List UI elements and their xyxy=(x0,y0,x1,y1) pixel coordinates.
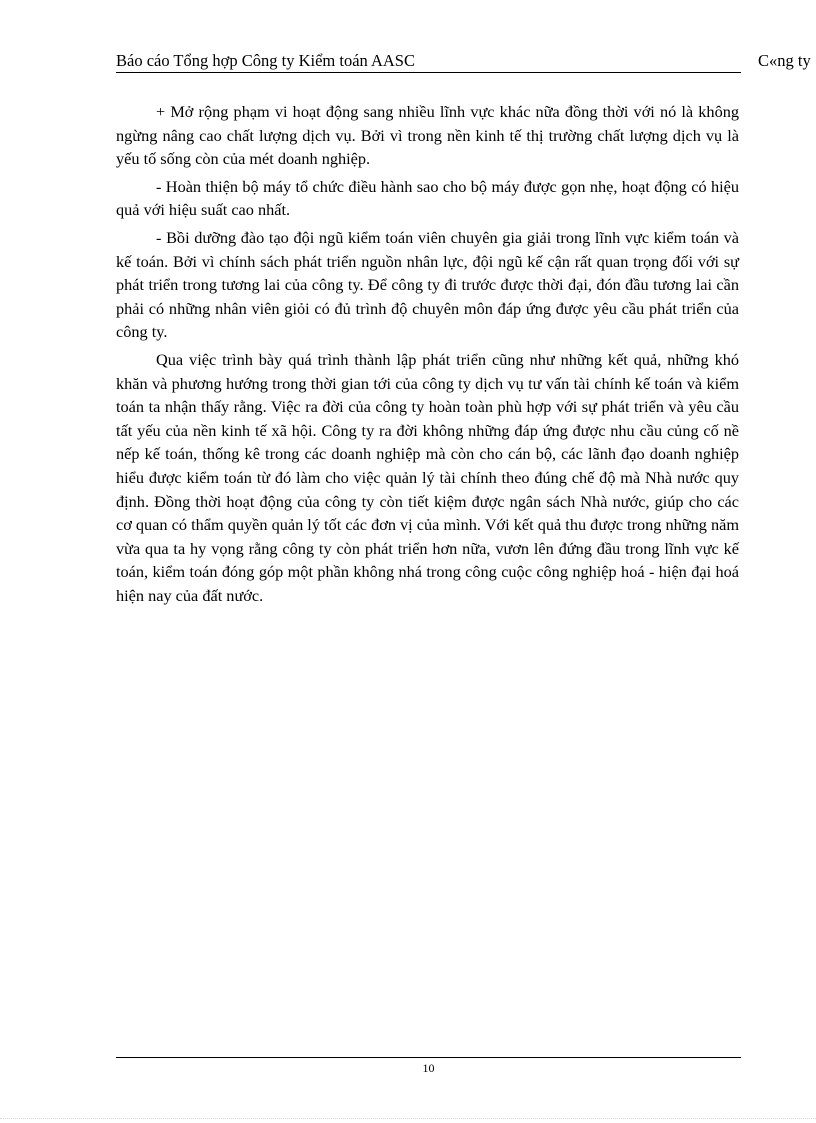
page-header xyxy=(116,50,816,72)
header-report-title: Báo cáo Tổng hợp Công ty Kiểm toán AASC xyxy=(116,51,415,70)
document-body xyxy=(116,100,739,611)
page-number: 10 xyxy=(422,1061,435,1075)
paragraph-expand-scope: + Mở rộng phạm vi hoạt động sang nhiều lĩnh vực khác nữa đồng thời với nó là không ngừng nâng cao chất lượng dịch vụ. Bởi vì trong nền kinh tế thị trường chất lượng dịch vụ là yếu tố sống còn của mét doanh nghiệp. xyxy=(116,102,739,169)
header-company-label: C«ng ty xyxy=(758,51,811,70)
paragraph-conclusion: Qua việc trình bày quá trình thành lập phát triển cũng như những kết quả, những khó khăn và phương hướng trong thời gian tới của công ty dịch vụ tư vấn tài chính kế toán và kiểm toán ta nhận thấy rằng. Việc ra đời của công ty hoàn toàn phù hợp với sự phát triển và yêu cầu tất yếu của nền kinh tế xã hội. Công ty ra đời không những đáp ứng được nhu cầu củng cố nề nếp kế toán, thống kê trong các doanh nghiệp mà còn cho cán bộ, các lãnh đạo doanh nghiệp hiểu được kiểm toán từ đó làm cho việc quản lý tài chính theo đúng chế độ mà Nhà nước quy định. Đồng thời hoạt động của công ty còn tiết kiệm được ngân sách Nhà nước, giúp cho các cơ quan có thẩm quyền quản lý tốt các đơn vị của mình. Với kết quả thu được trong những năm vừa qua ta hy vọng rằng công ty còn phát triển hơn nữa, vươn lên đứng đầu trong lĩnh vực kế toán, kiểm toán đóng góp một phần không nhá trong công cuộc công nghiệp hoá - hiện đại hoá hiện nay của đất nước. xyxy=(116,349,739,605)
paragraph-organization: - Hoàn thiện bộ máy tổ chức điều hành sao cho bộ máy được gọn nhẹ, hoạt động có hiệu quả với hiệu suất cao nhất. xyxy=(116,176,739,220)
page-bottom-edge xyxy=(0,1118,816,1119)
header-divider xyxy=(116,72,741,73)
paragraph-training: - Bồi dưỡng đào tạo đội ngũ kiểm toán viên chuyên gia giải trong lĩnh vực kiểm toán và kế toán. Bởi vì chính sách phát triển nguồn nhân lực, đội ngũ kế cận rất quan trọng đối với sự phát triển trong tương lai của công ty. Để công ty đi trước được thời đại, đón đầu tương lai cần phải có những nhân viên giỏi có đủ trình độ chuyên môn đáp ứng được yêu cầu phát triển của công ty. xyxy=(116,227,739,342)
footer-divider xyxy=(116,1057,741,1058)
